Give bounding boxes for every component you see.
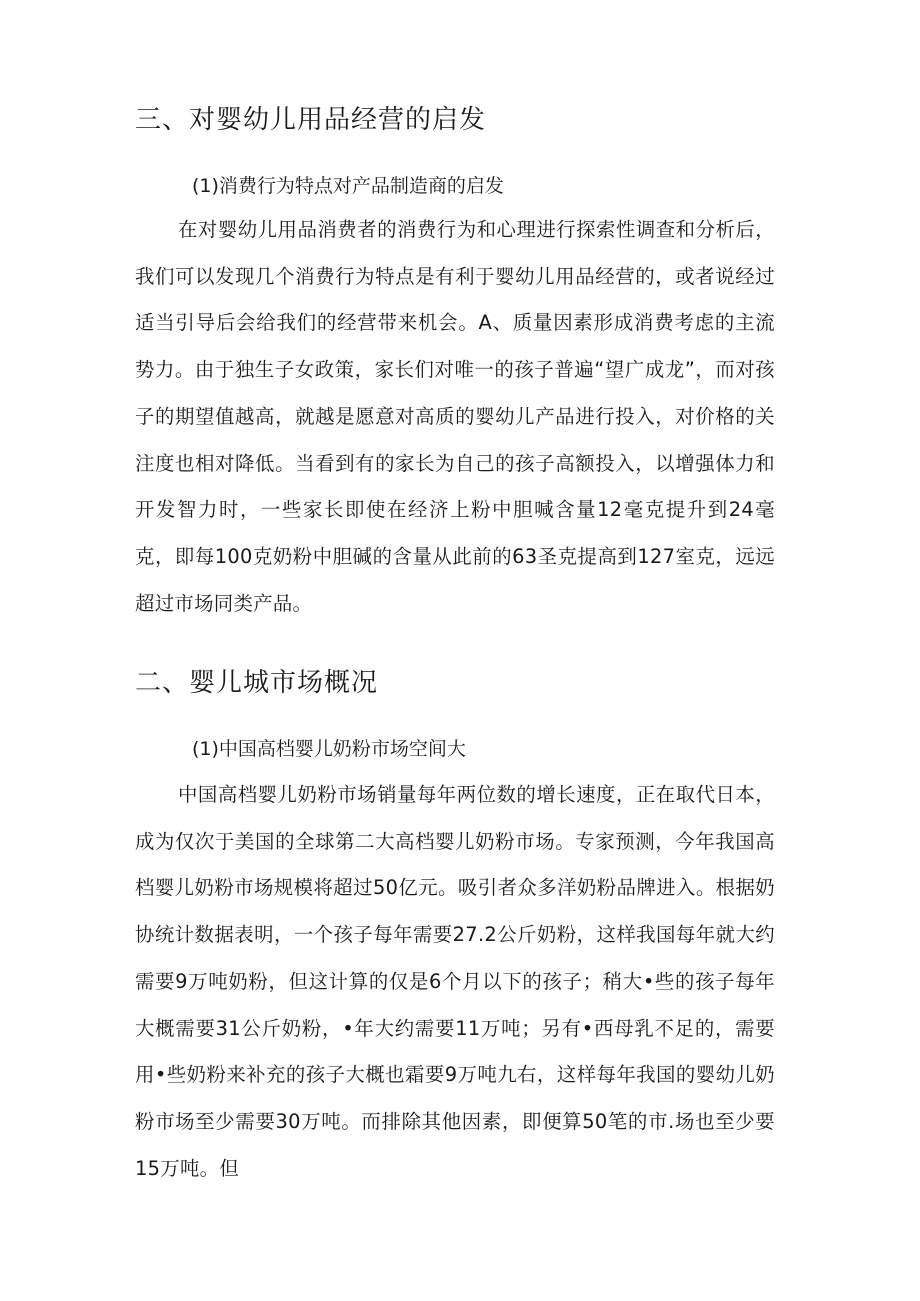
section-heading-inspiration: 三、对婴幼儿用品经营的启发	[135, 105, 487, 135]
paragraph-premium-formula-market: 中国高档婴儿奶粉市场销量每年两位数的增长速度，正在取代日本，成为仅次于美国的全球第二大高档婴儿奶粉市场。专家预测，今年我国高档婴儿奶粉市场规模将超过50亿元。吸引者众多洋奶粉品牌进入。根据奶协统计数据表明，一个孩子每年需要27.2公斤奶粉，这样我国每年就大约需要9万吨奶粉，但这计算的仅是6个月以下的孩子；稍大•些的孩子每年大概需要31公斤奶粉，•年大约需要11万吨；另有•西母乳不足的，需要用•些奶粉来补充的孩子大概也霜要9万吨九右，这样每年我国的婴幼儿奶粉市场至少需要30万吨。而排除其他因素，即便算50笔的市.场也至少要15万吨。但	[135, 783, 775, 1180]
paragraph-consumer-behavior: 在对婴幼儿用品消费者的消费行为和心理进行探索性调查和分析后，我们可以发现几个消费行为特点是有利于婴幼儿用品经营的，或者说经过适当引导后会给我们的经营带来机会。A、质量因素形成消费考虑的主流势力。由于独生子女政策，家长们对唯一的孩子普遍“望广成龙”，而对孩子的期望值越高，就越是愿意对高质的婴幼儿产品进行投入，对价格的关注度也相对降低。当看到有的家长为自己的孩子高额投入，以增强体力和开发智力时，一些家长即使在经济上粉中胆喊含量12毫克提升到24毫克，即每100克奶粉中胆碱的含量从此前的63圣克提高到127室克，远远超过市场同类产品。	[135, 218, 775, 615]
subheading-consumer-behavior: (1)消费行为特点对产品制造商的启发	[192, 175, 504, 197]
section-heading-market-overview: 二、婴儿城市场概况	[135, 668, 379, 698]
subheading-premium-formula-market: (1)中国高档婴儿奶粉市场空间大	[192, 738, 466, 760]
